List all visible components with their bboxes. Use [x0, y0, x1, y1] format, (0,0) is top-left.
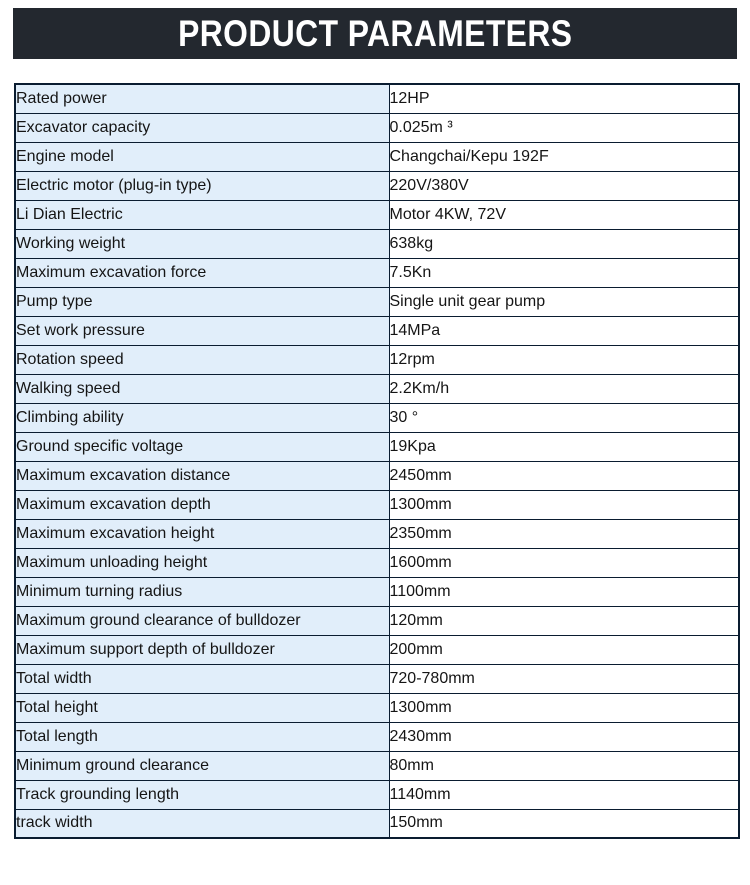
parameter-label: Rated power [15, 84, 389, 113]
parameter-label: Pump type [15, 287, 389, 316]
parameter-value: 0.025m ³ [389, 113, 739, 142]
parameter-label: Electric motor (plug-in type) [15, 171, 389, 200]
parameter-label: Ground specific voltage [15, 432, 389, 461]
parameter-value: 638kg [389, 229, 739, 258]
parameter-label: track width [15, 809, 389, 838]
parameter-label: Total length [15, 722, 389, 751]
parameter-value: 12rpm [389, 345, 739, 374]
parameter-label: Maximum support depth of bulldozer [15, 635, 389, 664]
parameter-label: Track grounding length [15, 780, 389, 809]
parameter-value: 1300mm [389, 693, 739, 722]
parameter-value: 2450mm [389, 461, 739, 490]
parameter-label: Li Dian Electric [15, 200, 389, 229]
parameter-value: 1300mm [389, 490, 739, 519]
parameter-label: Maximum excavation height [15, 519, 389, 548]
table-row [15, 693, 739, 722]
table-row [15, 432, 739, 461]
parameter-value: 2350mm [389, 519, 739, 548]
table-row [15, 461, 739, 490]
parameter-value: 1600mm [389, 548, 739, 577]
parameter-label: Total width [15, 664, 389, 693]
table-row [15, 635, 739, 664]
table-row [15, 490, 739, 519]
parameter-value: Changchai/Kepu 192F [389, 142, 739, 171]
parameter-value: 120mm [389, 606, 739, 635]
table-row [15, 229, 739, 258]
parameter-value: 7.5Kn [389, 258, 739, 287]
page-title-banner [13, 8, 737, 59]
parameter-value: 30 ° [389, 403, 739, 432]
table-row [15, 403, 739, 432]
parameter-label: Excavator capacity [15, 113, 389, 142]
parameter-label: Climbing ability [15, 403, 389, 432]
parameter-label: Maximum unloading height [15, 548, 389, 577]
parameters-table [14, 83, 740, 839]
table-row [15, 751, 739, 780]
parameter-value: 720-780mm [389, 664, 739, 693]
parameter-value: 2.2Km/h [389, 374, 739, 403]
table-row [15, 606, 739, 635]
table-row [15, 84, 739, 113]
table-row [15, 374, 739, 403]
table-row [15, 316, 739, 345]
parameter-value: 1100mm [389, 577, 739, 606]
table-row [15, 577, 739, 606]
table-row [15, 780, 739, 809]
parameter-label: Set work pressure [15, 316, 389, 345]
table-row [15, 345, 739, 374]
parameter-label: Maximum excavation distance [15, 461, 389, 490]
parameter-value: 14MPa [389, 316, 739, 345]
table-row [15, 200, 739, 229]
parameter-value: Single unit gear pump [389, 287, 739, 316]
parameter-label: Walking speed [15, 374, 389, 403]
parameter-value: 80mm [389, 751, 739, 780]
table-row [15, 664, 739, 693]
parameter-value: 220V/380V [389, 171, 739, 200]
table-row [15, 722, 739, 751]
table-row [15, 171, 739, 200]
table-row [15, 519, 739, 548]
parameter-value: 150mm [389, 809, 739, 838]
parameter-value: 19Kpa [389, 432, 739, 461]
parameter-value: 1140mm [389, 780, 739, 809]
table-row [15, 287, 739, 316]
page-title: PRODUCT PARAMETERS [177, 12, 573, 54]
table-row [15, 809, 739, 838]
parameter-label: Working weight [15, 229, 389, 258]
parameter-label: Maximum excavation depth [15, 490, 389, 519]
table-row [15, 548, 739, 577]
parameter-label: Rotation speed [15, 345, 389, 374]
parameter-label: Engine model [15, 142, 389, 171]
parameter-label: Maximum ground clearance of bulldozer [15, 606, 389, 635]
parameter-value: Motor 4KW, 72V [389, 200, 739, 229]
parameter-label: Total height [15, 693, 389, 722]
table-row [15, 142, 739, 171]
table-row [15, 258, 739, 287]
parameter-value: 12HP [389, 84, 739, 113]
parameter-label: Minimum turning radius [15, 577, 389, 606]
table-row [15, 113, 739, 142]
parameters-table-container [14, 83, 738, 839]
parameter-label: Maximum excavation force [15, 258, 389, 287]
parameter-value: 200mm [389, 635, 739, 664]
parameter-label: Minimum ground clearance [15, 751, 389, 780]
parameter-value: 2430mm [389, 722, 739, 751]
